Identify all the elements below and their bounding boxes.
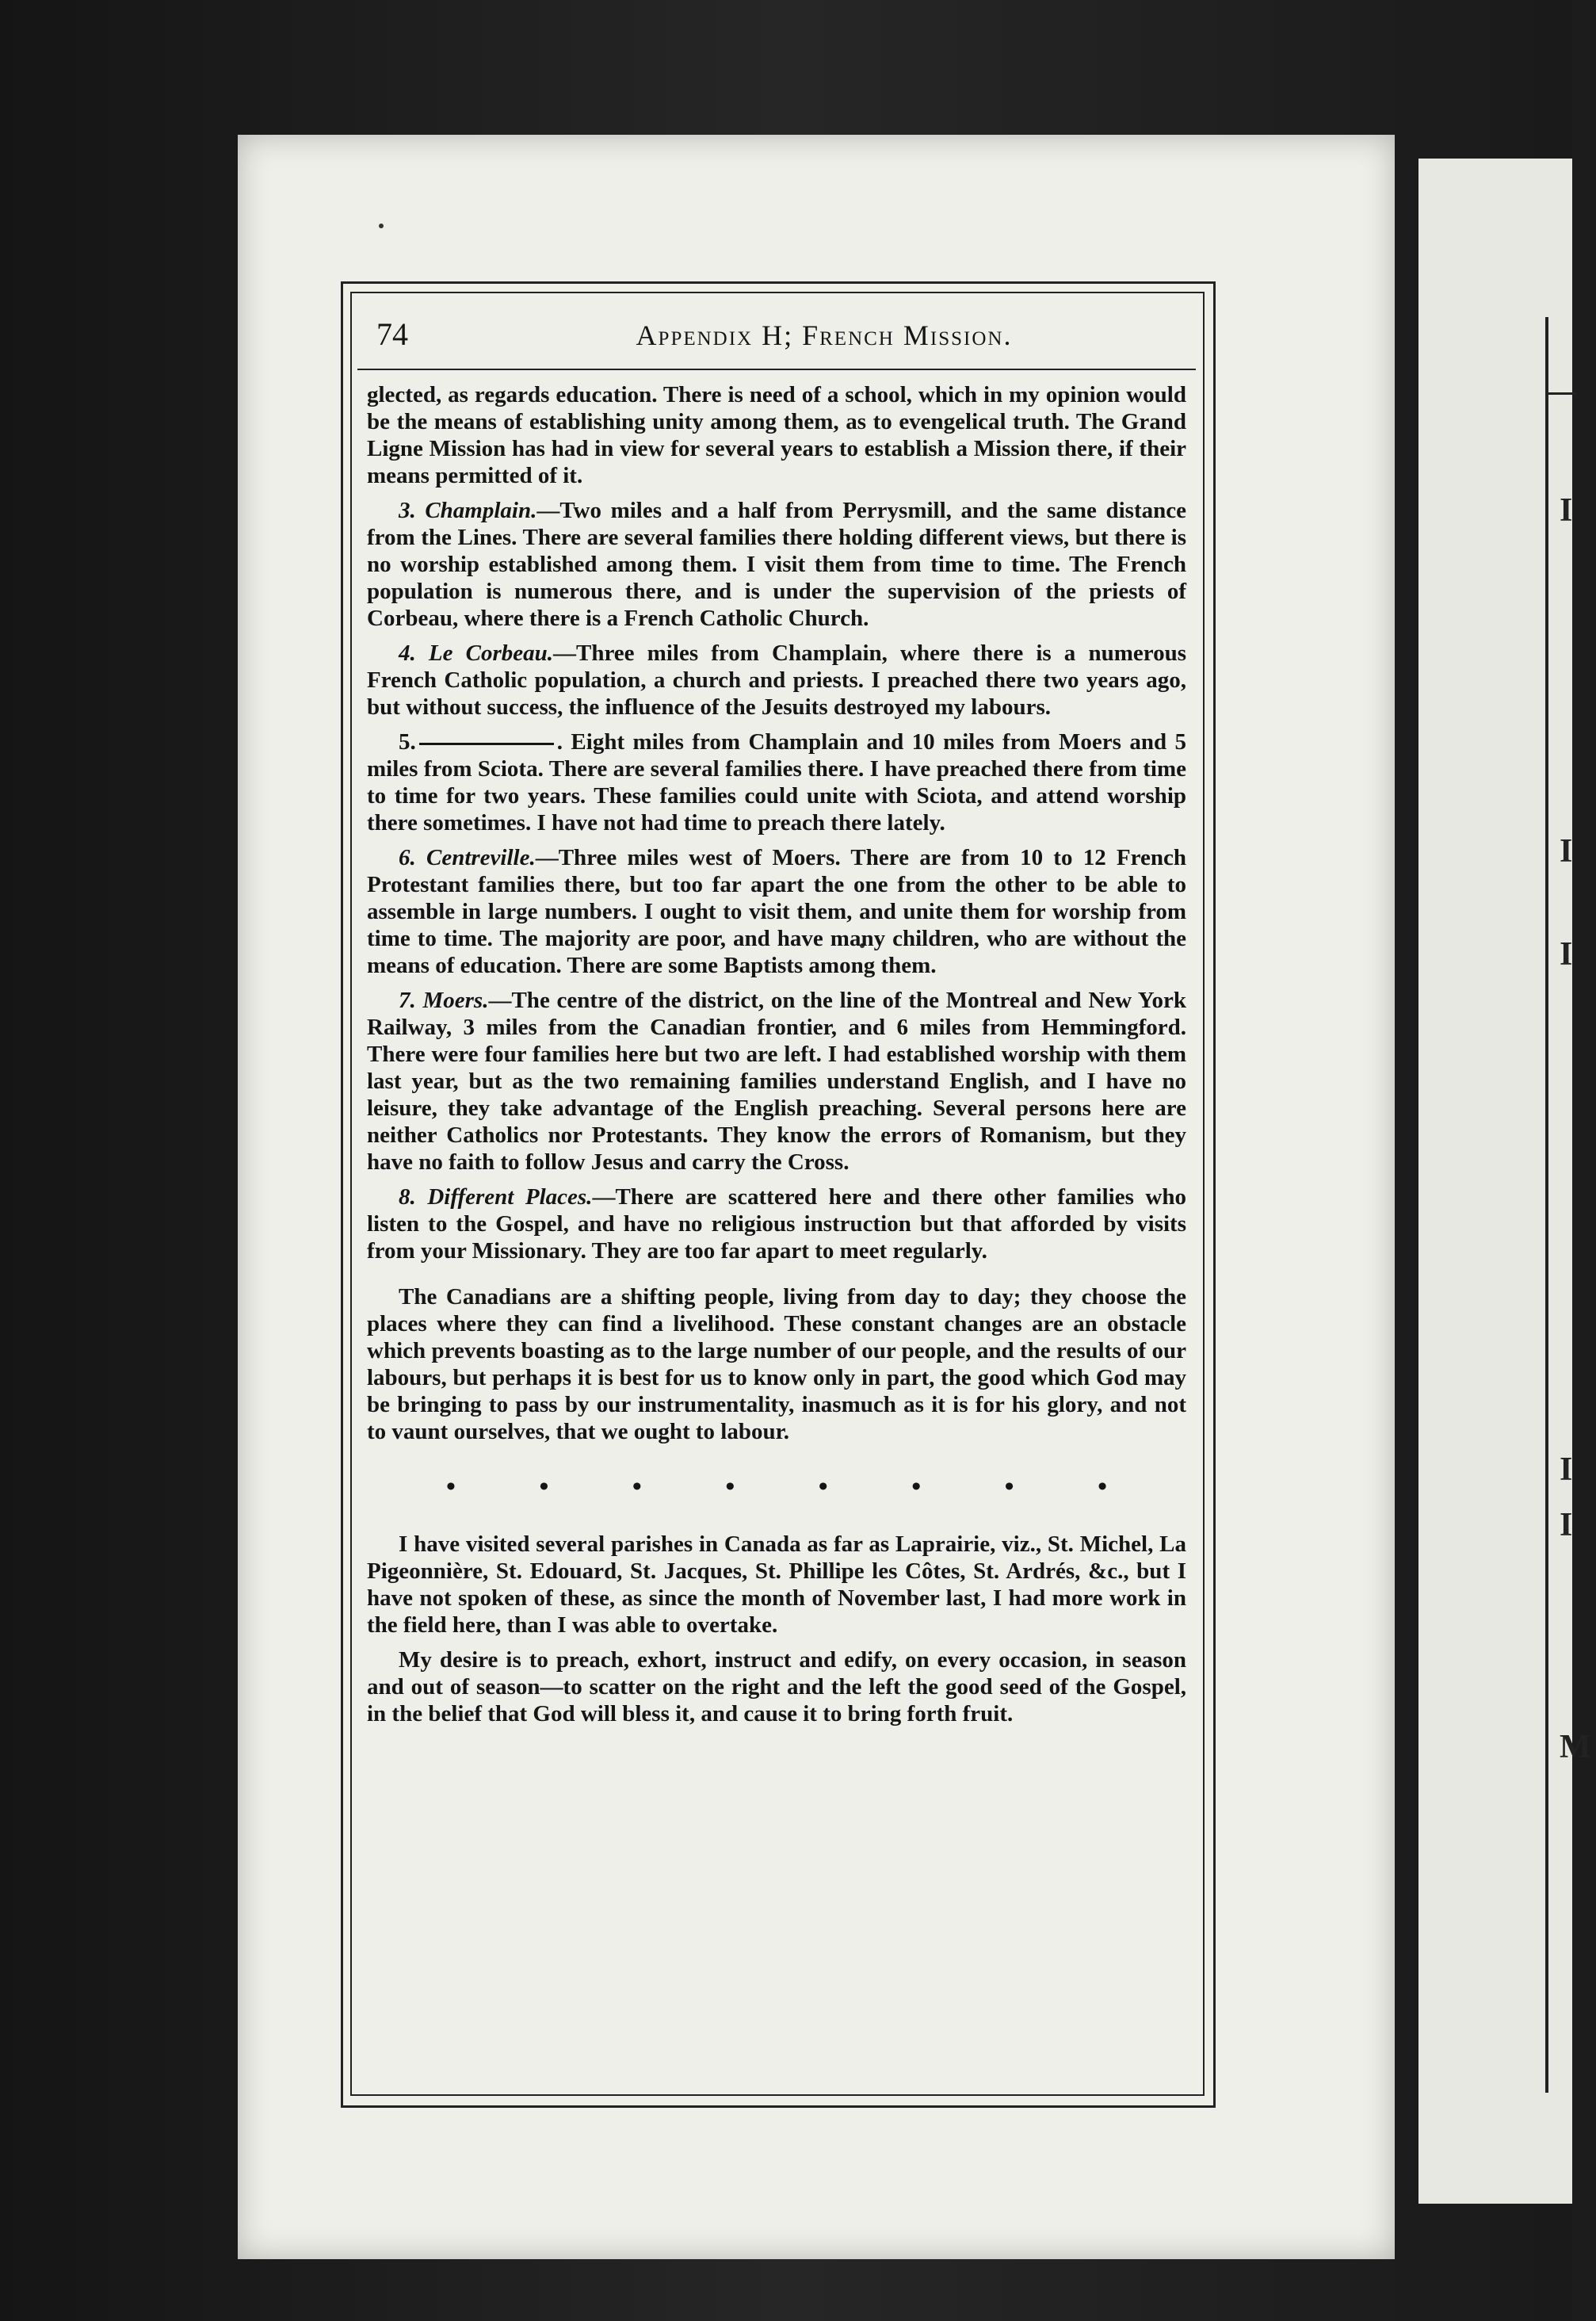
body-text (353, 370, 1201, 1727)
paragraph-unnamed-place (367, 728, 1186, 836)
paragraph-lead: 3. Champlain. (399, 498, 537, 523)
paragraph-moers (367, 987, 1186, 1176)
facing-page-mark: I (1560, 1451, 1573, 1488)
paragraph-text: —Three miles west of Moers. There are from 10 to 12 French Protestant families there, but too far apart the one from the other to be able to assemble in large numbers. I ought to visit them, and unite them for worship from time to time. The majority are poor, and have many children, who are without the means of education. There are some Baptists among them. (367, 845, 1186, 978)
paragraph-text: glected, as regards education. There is need of a school, which in my opinion would be the means of establishing unity among them, as to evengelical truth. The Grand Ligne Mission has had in view for several years to establish a Mission there, if their means permitted of it. (367, 382, 1186, 488)
separator-dot: • (1004, 1472, 1014, 1501)
separator-dot: • (539, 1472, 549, 1501)
paragraph (367, 381, 1186, 489)
paragraph-text: My desire is to preach, exhort, instruct and edify, on every occasion, in season and out of season—to scatter on the right and the left the good seed of the Gospel, in the belief that God will bless it, and cause it to bring forth fruit. (367, 1647, 1186, 1726)
running-head: Appendix H; French Mission. (636, 319, 1013, 351)
paragraph-lead: 5. (399, 729, 416, 755)
separator-dot: • (446, 1472, 456, 1501)
facing-page-header-rule (1545, 392, 1577, 395)
paragraph-text: —There are scattered here and there other families who listen to the Gospel, and have no religious instruction but that afforded by visits from your Missionary. They are too far apart to meet regularly. (367, 1184, 1186, 1264)
facing-page-mark: I (1560, 833, 1573, 870)
name-omitted-rule (419, 743, 554, 745)
paragraph-centreville (367, 844, 1186, 979)
separator-dot: • (818, 1472, 828, 1501)
facing-page-mark: I (1560, 1507, 1573, 1543)
separator-dot: • (632, 1472, 642, 1501)
separator-dot: • (725, 1472, 735, 1501)
facing-page-mark: M (1560, 1729, 1591, 1765)
ink-speck (379, 224, 384, 228)
paragraph-text: The Canadians are a shifting people, living from day to day; they choose the places where they can find a livelihood. These constant changes are an obstacle which prevents boasting as to the large number of our people, and the results of our labours, but perhaps it is best for us to know only in part, the good which God may be bringing to pass by our instrumentality, inasmuch as it is for his glory, and not to vaunt ourselves, that we ought to labour. (367, 1284, 1186, 1444)
section-separator (367, 1472, 1186, 1502)
paragraph-text: I have visited several parishes in Canada as far as Laprairie, viz., St. Michel, La Pigeonnière, St. Edouard, St. Jacques, St. Phillipe les Côtes, St. Ardrés, &c., but I have not spoken of these, as since the month of November last, I had more work in the field here, than I was able to overtake. (367, 1531, 1186, 1638)
facing-page-mark: I (1560, 936, 1573, 973)
paragraph (367, 1531, 1186, 1638)
separator-dot: • (911, 1472, 922, 1501)
paragraph-text: —Two miles and a half from Perrysmill, and the same distance from the Lines. There are several families there holding different views, but there is no worship established among them. I visit them from time to time. The French population is numerous there, and is under the supervision of the priests of Corbeau, where there is a French Catholic Church. (367, 498, 1186, 631)
paragraph-lead: 4. Le Corbeau. (399, 640, 553, 666)
facing-page-frame (1545, 317, 1596, 2093)
paragraph-gap (367, 1272, 1186, 1283)
paragraph-text: —Three miles from Champlain, where there is a numerous French Catholic population, a church and priests. I preached there two years ago, but without success, the influence of the Jesuits destroyed my labours. (367, 640, 1186, 720)
facing-page-mark: I (1560, 492, 1573, 529)
paragraph-le-corbeau (367, 640, 1186, 721)
paragraph-lead: 8. Different Places. (399, 1184, 593, 1210)
paragraph (367, 1646, 1186, 1727)
page-number: 74 (376, 316, 408, 352)
paragraph-text: . Eight miles from Champlain and 10 miles from Moers and 5 miles from Sciota. There are several families there. I have preached there from time to time for two years. These families could unite with Sciota, and attend worship there sometimes. I have not had time to preach there lately. (367, 729, 1186, 835)
paragraph-lead: 6. Centreville. (399, 845, 536, 870)
paragraph-different-places (367, 1183, 1186, 1264)
paragraph-champlain (367, 497, 1186, 632)
paragraph (367, 1283, 1186, 1445)
separator-dot: • (1098, 1472, 1107, 1501)
page-header (357, 293, 1196, 370)
page-content (353, 293, 1201, 2091)
paragraph-lead: 7. Moers. (399, 988, 489, 1013)
paragraph-text: —The centre of the district, on the line of the Montreal and New York Railway, 3 miles from the Canadian frontier, and 6 miles from Hemmingford. There were four families here but two are left. I had established worship with them last year, but as the two remaining families understand English, and I have no leisure, they take advantage of the English preaching. Several persons here are neither Catholics nor Protestants. They know the errors of Romanism, but they have no faith to follow Jesus and carry the Cross. (367, 988, 1186, 1175)
